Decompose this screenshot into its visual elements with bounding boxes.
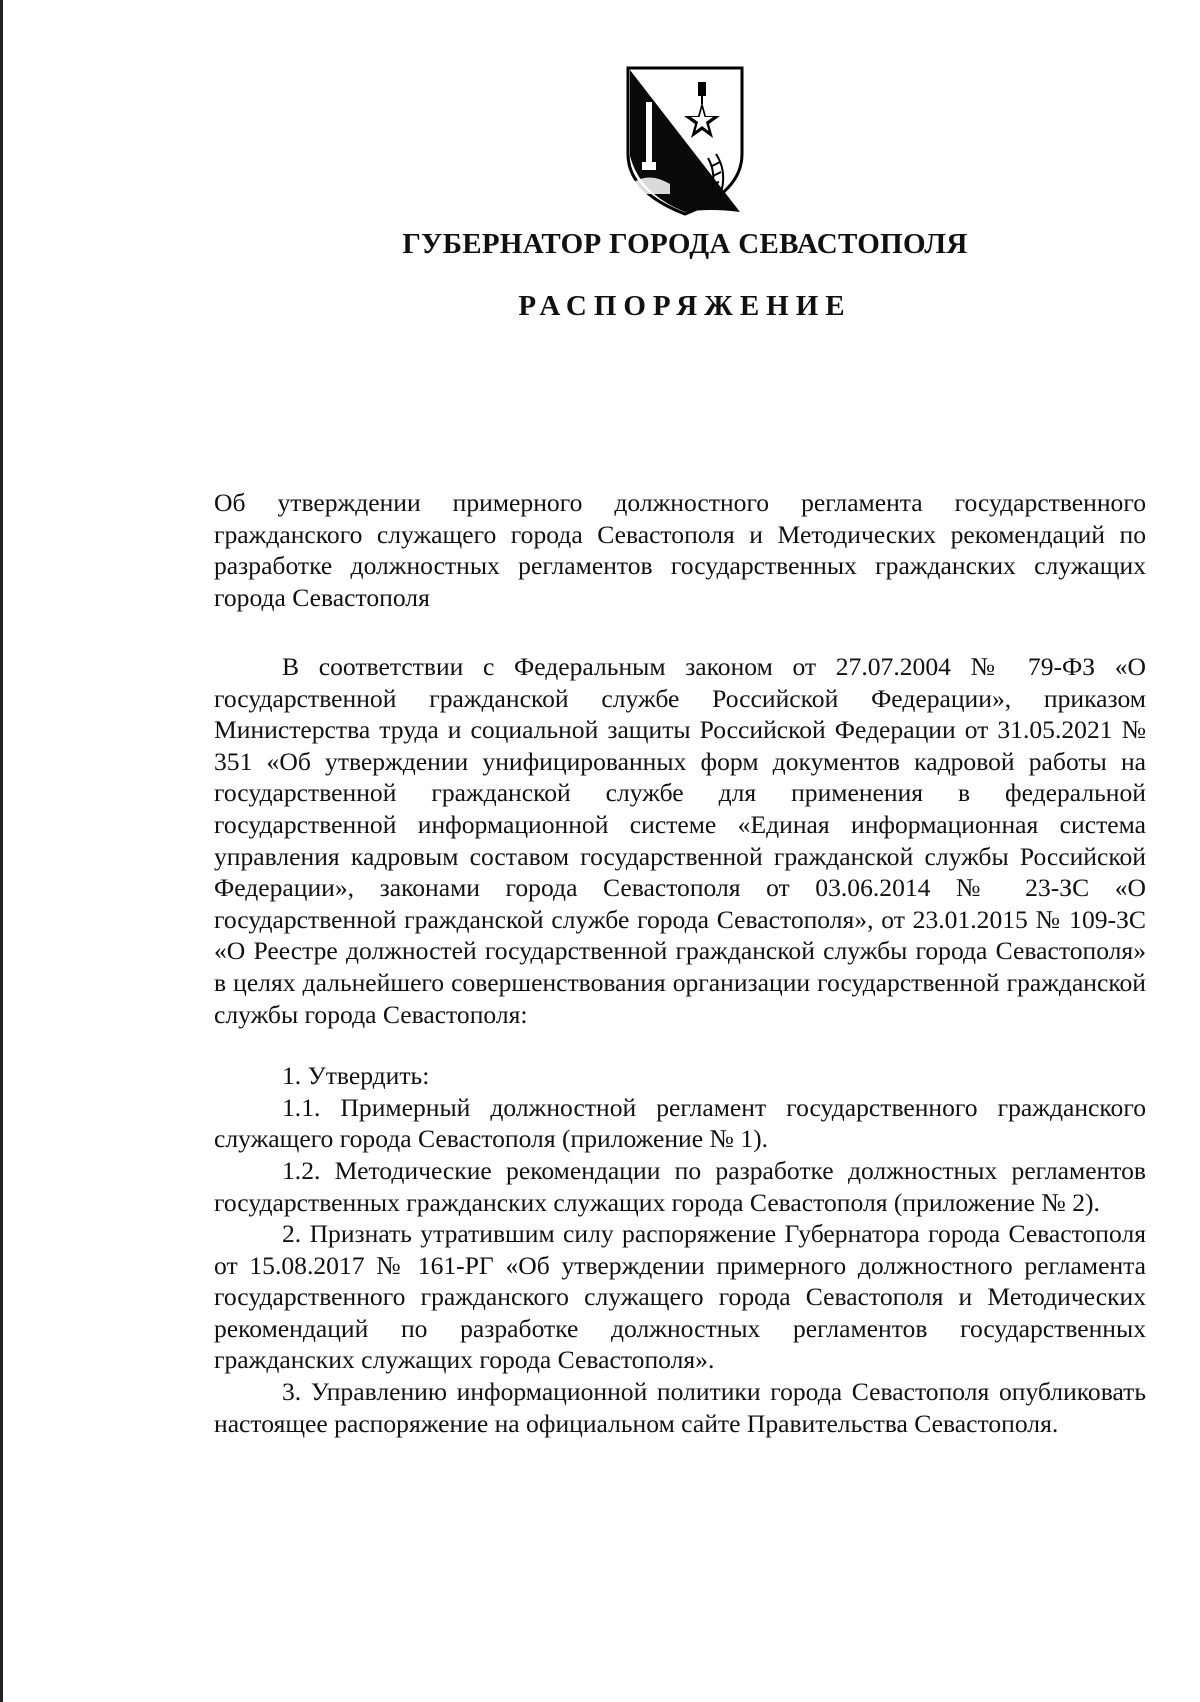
item-2-repeal: 2. Признать утратившим силу распоряжение Губернатора города Севастополя от 15.08.2017 № 161-РГ «Об утверждении примерного должностного регламента государственного гражданского служащего города Севастополя и Методических рекомендаций по разработке должностных регламентов государственных гражданских служащих города Севастополя».	[214, 1219, 1146, 1375]
document-type-title: РАСПОРЯЖЕНИЕ	[518, 290, 852, 322]
item-1-approve: 1. Утвердить:	[282, 1061, 430, 1091]
item-1-1-sample-regulation: 1.1. Примерный должностной регламент государственного гражданского служащего города Севастополя (приложение № 1).	[214, 1092, 1146, 1154]
document-subject: Об утверждении примерного должностного регламента государственного гражданского служащего города Севастополя и Методических рекомендаций по разработке должностных регламентов государственных гражданских служащих города Севастополя	[214, 488, 1146, 612]
document-body	[214, 651, 1146, 1439]
preamble-paragraph: В соответствии с Федеральным законом от 27.07.2004 № 79-ФЗ «О государственной гражданской службе Российской Федерации», приказом Министерства труда и социальной защиты Российской Федерации от 31.05.2021 № 351 «Об утверждении унифицированных форм документов кадровой работы на государственной гражданской службе для применения в федеральной государственной информационной системе «Единая информационная система управления кадровым составом государственной гражданской службы Российской Федерации», законами города Севастополя от 03.06.2014 № 23-ЗС «О государственной гражданской службе города Севастополя», от 23.01.2015 № 109-ЗС «О Реестре должностей государственной гражданской службы города Севастополя» в целях дальнейшего совершенствования организации государственной гражданской службы города Севастополя:	[214, 652, 1146, 1029]
issuing-authority-title: ГУБЕРНАТОР ГОРОДА СЕВАСТОПОЛЯ	[402, 228, 968, 260]
item-1-2-guidelines: 1.2. Методические рекомендации по разработке должностных регламентов государственных гражданских служащих города Севастополя (приложение № 2).	[214, 1155, 1146, 1217]
sevastopol-coat-of-arms-icon	[620, 62, 750, 222]
item-3-publish: 3. Управлению информационной политики города Севастополя опубликовать настоящее распоряжение на официальном сайте Правительства Севастополя.	[214, 1377, 1146, 1438]
